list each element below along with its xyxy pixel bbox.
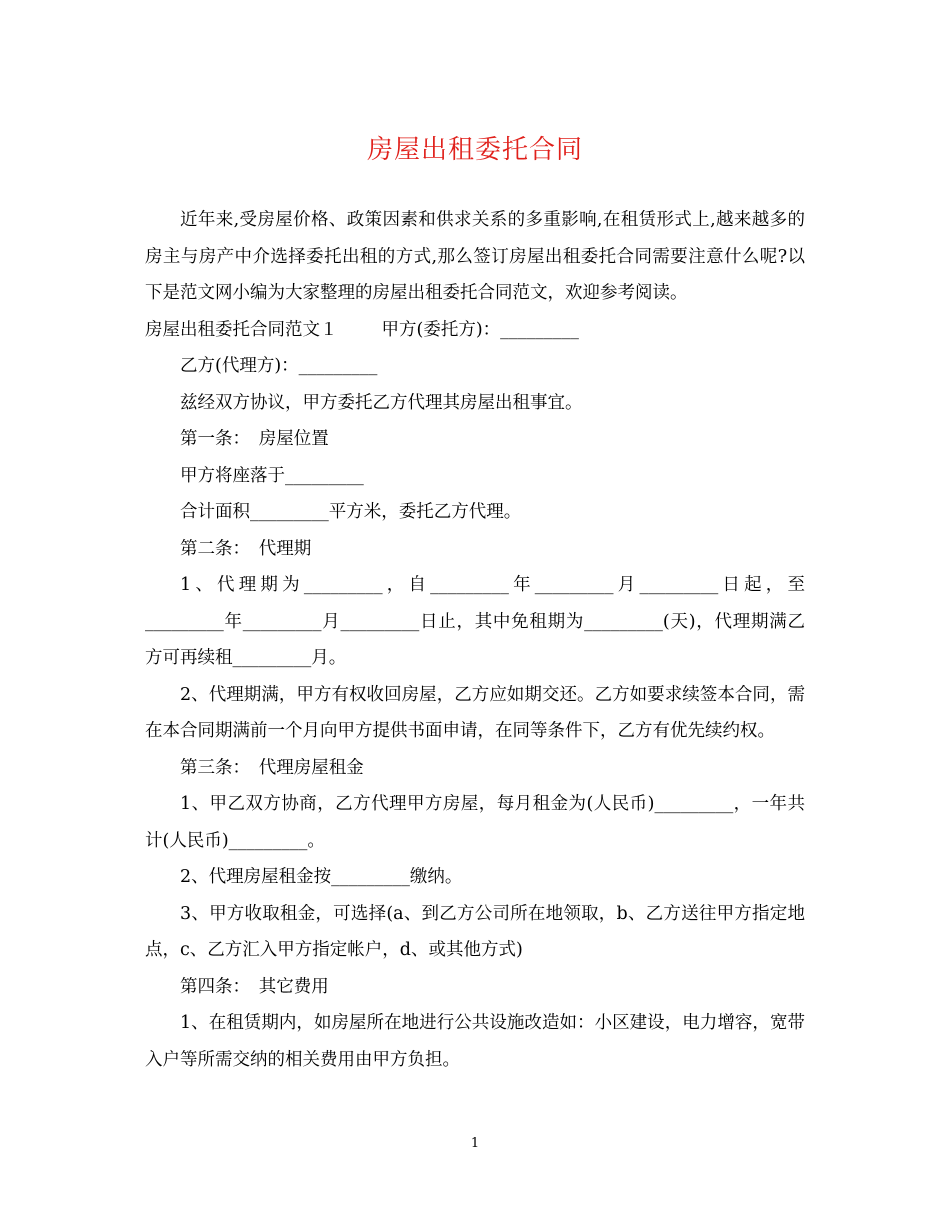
intro-paragraph: 近年来,受房屋价格、政策因素和供求关系的多重影响,在租赁形式上,越来越多的房主与房产中介选择委托出租的方式,那么签订房屋出租委托合同需要注意什么呢?以下是范文网小编为大家整理的房屋出租委托合同范文，欢迎参考阅读。 <box>145 210 805 303</box>
article-4-title: 第四条： 其它费用 <box>180 976 329 997</box>
document-title: 房屋出租委托合同 <box>366 135 583 165</box>
party-b-line: 乙方(代理方)：_________ <box>180 356 378 376</box>
article-1-location: 甲方将座落于_________ <box>180 465 364 486</box>
article-2-item-1: 1、代理期为_________，自_________年_________月_________日起，至_________年_________月_________日止，其中免租期为_________(天)，代理期满乙方可再续租_________月。 <box>145 575 805 668</box>
sample-heading-line <box>145 312 805 349</box>
article-2-title: 第二条： 代理期 <box>180 538 312 559</box>
party-a-line: 甲方(委托方)：_________ <box>381 319 579 340</box>
article-3-item-2: 2、代理房屋租金按_________缴纳。 <box>180 867 463 887</box>
document-body <box>145 202 805 1078</box>
sample-heading: 房屋出租委托合同范文１ <box>145 319 338 340</box>
article-2-item-2: 2、代理期满，甲方有权收回房屋，乙方应如期交还。乙方如要求续签本合同，需在本合同期满前一个月向甲方提供书面申请，在同等条件下，乙方有优先续约权。 <box>145 684 805 741</box>
article-3-title: 第三条： 代理房屋租金 <box>180 757 364 778</box>
article-1-area: 合计面积_________平方米，委托乙方代理。 <box>180 502 522 522</box>
article-4-item-1: 1、在租赁期内，如房屋所在地进行公共设施改造如：小区建设，电力增容，宽带入户等所需交纳的相关费用由甲方负担。 <box>145 1013 805 1070</box>
page-number: 1 <box>470 1136 480 1151</box>
agreement-paragraph: 兹经双方协议，甲方委托乙方代理其房屋出租事宜。 <box>180 392 583 413</box>
article-3-item-1: 1、甲乙双方协商，乙方代理甲方房屋，每月租金为(人民币)_________，一年共计(人民币)_________。 <box>145 794 805 851</box>
article-3-item-3: 3、甲方收取租金，可选择(a、到乙方公司所在地领取，b、乙方送往甲方指定地点，c、乙方汇入甲方指定帐户，d、或其他方式) <box>145 903 805 960</box>
article-1-title: 第一条： 房屋位置 <box>180 429 329 449</box>
